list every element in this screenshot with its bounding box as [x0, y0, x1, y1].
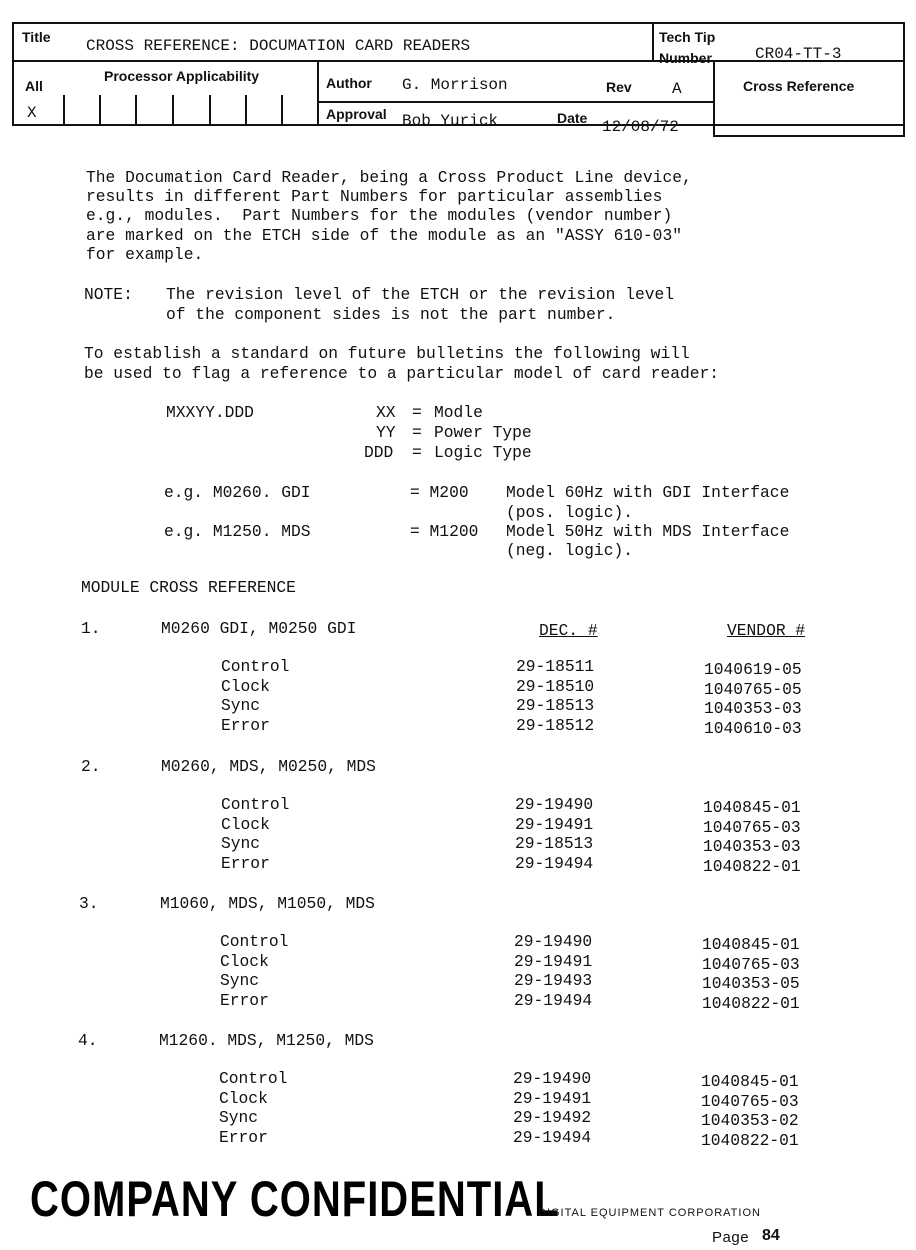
- group-title: M1060, MDS, M1050, MDS: [160, 894, 375, 913]
- techtip-label-2: Number: [659, 50, 712, 66]
- vendor-part-number: 1040845-01: [703, 798, 801, 817]
- intro-line: for example.: [86, 245, 204, 264]
- example-code: e.g. M0260. GDI: [164, 483, 311, 502]
- note-label: NOTE:: [84, 285, 133, 304]
- tick-mark: [281, 95, 283, 126]
- format-code: MXXYY.DDD: [166, 403, 254, 422]
- dec-part-number: 29-18510: [516, 676, 595, 696]
- company-confidential-stamp: COMPANY CONFIDENTIAL: [30, 1172, 560, 1227]
- page-label: Page: [712, 1229, 750, 1246]
- dec-column-header: DEC. #: [539, 621, 598, 640]
- module-part-name: Clock: [221, 814, 270, 834]
- example-desc-2: (pos. logic).: [506, 503, 634, 522]
- all-value: X: [27, 104, 37, 122]
- dec-part-number: 29-19490: [514, 932, 593, 951]
- tick-mark: [63, 95, 65, 126]
- date-value: 12/08/72: [602, 118, 679, 136]
- format-eq: =: [412, 403, 422, 422]
- vendor-part-number: 1040353-05: [702, 974, 800, 994]
- approval-label: Approval: [326, 106, 387, 122]
- module-part-name: Clock: [219, 1088, 268, 1108]
- module-part-name: Control: [219, 1069, 288, 1088]
- format-val: Power Type: [434, 423, 532, 442]
- header-divider: [713, 60, 715, 136]
- module-part-name: Error: [220, 991, 269, 1011]
- module-part-name: Control: [220, 932, 289, 951]
- dec-part-number: 29-18513: [515, 834, 594, 854]
- vendor-part-number: 1040619-05: [704, 660, 802, 679]
- intro-line: are marked on the ETCH side of the module as an "ASSY 610-03": [86, 226, 682, 245]
- intro-line: The Documation Card Reader, being a Cross Product Line device,: [86, 168, 692, 187]
- header-divider: [317, 60, 319, 126]
- header-divider: [713, 135, 905, 137]
- vendor-part-number: 1040822-01: [702, 994, 800, 1014]
- module-heading: MODULE CROSS REFERENCE: [81, 578, 296, 597]
- standard-line: be used to flag a reference to a particular model of card reader:: [84, 364, 720, 383]
- crossref-label: Cross Reference: [743, 78, 855, 94]
- vendor-part-number: 1040845-01: [702, 935, 800, 954]
- vendor-part-number: 1040765-03: [703, 817, 801, 837]
- vendor-part-number: 1040353-02: [701, 1111, 799, 1131]
- example-desc: Model 60Hz with GDI Interface: [506, 483, 790, 502]
- tick-mark: [135, 95, 137, 126]
- dec-part-number: 29-19493: [514, 971, 593, 991]
- company-name: DIGITAL EQUIPMENT CORPORATION: [538, 1207, 761, 1219]
- vendor-part-number: 1040353-03: [704, 699, 802, 719]
- dec-part-number: 29-19491: [513, 1088, 592, 1108]
- format-val: Logic Type: [434, 443, 532, 462]
- header-divider: [903, 60, 905, 137]
- group-number: 1.: [81, 619, 101, 638]
- format-val: Modle: [434, 403, 483, 422]
- module-part-name: Control: [221, 795, 290, 814]
- techtip-number: CR04-TT-3: [755, 45, 842, 63]
- dec-part-number: 29-19494: [513, 1128, 592, 1148]
- note-line: The revision level of the ETCH or the revision level: [166, 285, 675, 304]
- example-eq: = M200: [410, 483, 469, 502]
- techtip-label: Tech Tip: [659, 29, 716, 45]
- dec-part-number: 29-18511: [516, 657, 595, 676]
- group-title: M0260, MDS, M0250, MDS: [161, 757, 376, 776]
- dec-part-number: 29-19490: [515, 795, 594, 814]
- dec-part-number: 29-18513: [516, 696, 595, 716]
- format-eq: =: [412, 443, 422, 462]
- vendor-part-number: 1040822-01: [701, 1131, 799, 1151]
- vendor-part-number: 1040765-05: [704, 679, 802, 699]
- author-label: Author: [326, 75, 372, 91]
- intro-line: e.g., modules. Part Numbers for the modules (vendor number): [86, 206, 673, 225]
- module-part-name: Clock: [220, 951, 269, 971]
- tick-mark: [99, 95, 101, 126]
- vendor-part-number: 1040845-01: [701, 1072, 799, 1091]
- note-line: of the component sides is not the part number.: [166, 305, 616, 324]
- title-value: CROSS REFERENCE: DOCUMATION CARD READERS: [86, 37, 471, 55]
- dec-part-number: 29-19490: [513, 1069, 592, 1088]
- group-number: 3.: [79, 894, 99, 913]
- header-divider: [652, 22, 654, 62]
- dec-part-number: 29-19494: [514, 991, 593, 1011]
- dec-part-number: 29-19491: [514, 951, 593, 971]
- title-label: Title: [22, 29, 51, 45]
- tick-mark: [172, 95, 174, 126]
- vendor-part-number: 1040610-03: [704, 719, 802, 739]
- vendor-part-number: 1040353-03: [703, 837, 801, 857]
- header-divider: [317, 101, 715, 103]
- group-title: M0260 GDI, M0250 GDI: [161, 619, 357, 638]
- vendor-part-number: 1040822-01: [703, 857, 801, 877]
- vendor-part-number: 1040765-03: [702, 954, 800, 974]
- all-label: All: [25, 78, 43, 94]
- example-eq: = M1200: [410, 522, 479, 541]
- tick-mark: [209, 95, 211, 126]
- module-part-name: Error: [219, 1128, 268, 1148]
- example-desc-2: (neg. logic).: [506, 541, 634, 560]
- dec-part-number: 29-19494: [515, 854, 594, 874]
- module-part-name: Sync: [220, 971, 260, 991]
- vendor-column-header: VENDOR #: [727, 621, 806, 640]
- vendor-part-number: 1040765-03: [701, 1091, 799, 1111]
- module-part-name: Control: [221, 657, 290, 676]
- format-key: XX: [376, 403, 396, 422]
- page-number: 84: [762, 1227, 780, 1244]
- format-key: YY: [376, 423, 396, 442]
- intro-line: results in different Part Numbers for particular assemblies: [86, 187, 663, 206]
- approval-value: Bob Yurick: [402, 112, 499, 130]
- module-part-name: Clock: [221, 676, 270, 696]
- standard-line: To establish a standard on future bulletins the following will: [84, 344, 690, 363]
- rev-value: A: [672, 80, 682, 98]
- author-value: G. Morrison: [402, 76, 508, 94]
- group-number: 2.: [81, 757, 101, 776]
- date-label: Date: [557, 110, 588, 126]
- dec-part-number: 29-19492: [513, 1108, 592, 1128]
- rev-label: Rev: [606, 79, 632, 95]
- format-key: DDD: [364, 443, 394, 462]
- group-title: M1260. MDS, M1250, MDS: [159, 1031, 374, 1050]
- module-part-name: Sync: [221, 834, 261, 854]
- module-part-name: Error: [221, 854, 270, 874]
- tick-mark: [245, 95, 247, 126]
- module-part-name: Sync: [221, 696, 261, 716]
- dec-part-number: 29-19491: [515, 814, 594, 834]
- module-part-name: Error: [221, 716, 270, 736]
- example-code: e.g. M1250. MDS: [164, 522, 311, 541]
- module-part-name: Sync: [219, 1108, 259, 1128]
- example-desc: Model 50Hz with MDS Interface: [506, 522, 790, 541]
- processor-applicability-label: Processor Applicability: [104, 68, 260, 84]
- dec-part-number: 29-18512: [516, 716, 595, 736]
- group-number: 4.: [78, 1031, 98, 1050]
- format-eq: =: [412, 423, 422, 442]
